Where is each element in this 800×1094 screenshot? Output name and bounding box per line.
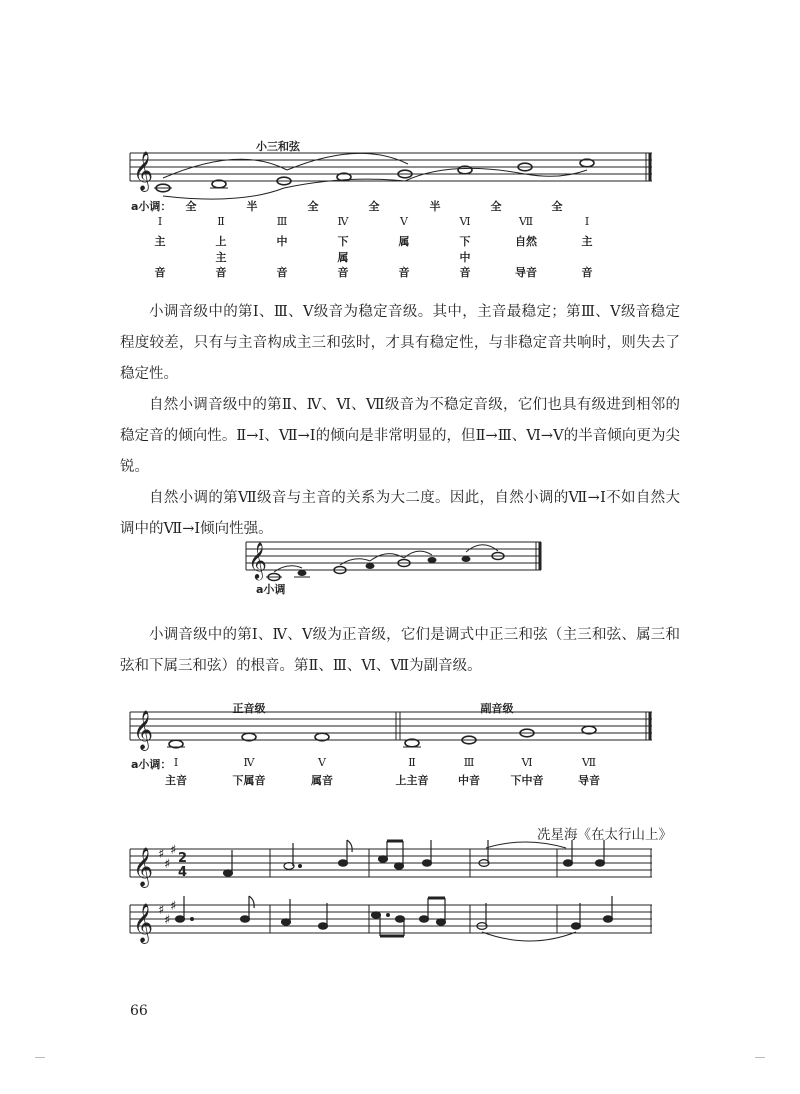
excerpt-credit: 冼星海《在太行山上》 xyxy=(537,827,672,843)
degree-label: Ⅲ xyxy=(276,215,288,228)
degree-name: 中音 xyxy=(458,774,480,787)
degree-name: 下 xyxy=(337,235,349,248)
degree-name: 主 xyxy=(154,235,166,248)
degree-label: Ⅱ xyxy=(217,215,225,228)
degree-name: 主 xyxy=(215,251,227,264)
degree-name: 音 xyxy=(581,266,593,279)
degree-name: 上 xyxy=(215,235,227,248)
degree-name: 属 xyxy=(398,235,410,248)
svg-text:𝄞: 𝄞 xyxy=(133,903,154,943)
degree-name: 主 xyxy=(581,235,593,248)
svg-text:♯: ♯ xyxy=(170,899,177,914)
svg-text:♯: ♯ xyxy=(158,847,165,862)
degree-name: 中 xyxy=(459,251,471,264)
step-label: 半 xyxy=(429,200,441,213)
degree-name: 主音 xyxy=(165,774,187,787)
key-label: a小调： xyxy=(131,758,172,771)
degree-name: 音 xyxy=(459,266,471,279)
degree-name: 属音 xyxy=(311,774,333,787)
degree-name: 自然 xyxy=(515,235,537,248)
degree-label: Ⅵ xyxy=(521,756,533,769)
paragraph: 自然小调音级中的第Ⅱ、Ⅳ、Ⅵ、Ⅶ级音为不稳定音级，它们也具有级进到相邻的稳定音的倾向性。Ⅱ→Ⅰ、Ⅶ→Ⅰ的倾向是非常明显的，但Ⅱ→Ⅲ、Ⅵ→Ⅴ的半音倾向更为尖锐。 xyxy=(120,397,680,475)
degree-name: 音 xyxy=(154,266,166,279)
paragraph: 小调音级中的第Ⅰ、Ⅲ、Ⅴ级音为稳定音级。其中，主音最稳定；第Ⅲ、Ⅴ级音稳定程度较差，只有与主音构成主三和弦时，才具有稳定性，与非稳定音共响时，则失去了稳定性。 xyxy=(120,304,680,382)
page-number: 66 xyxy=(130,1003,148,1019)
time-signature-bottom: 4 xyxy=(178,865,188,880)
degree-label: Ⅶ xyxy=(518,215,534,228)
svg-text:♯: ♯ xyxy=(158,903,165,918)
step-label: 全 xyxy=(551,200,563,213)
svg-text:♯: ♯ xyxy=(164,913,171,928)
svg-text:♯: ♯ xyxy=(164,857,171,872)
degree-label: Ⅳ xyxy=(243,756,255,769)
degree-label: Ⅵ xyxy=(459,215,471,228)
degree-label: Ⅱ xyxy=(408,756,416,769)
degree-name: 导音 xyxy=(515,266,537,279)
degree-name: 下属音 xyxy=(232,774,266,787)
key-label: a小调： xyxy=(131,200,172,213)
svg-text:𝄞: 𝄞 xyxy=(133,151,154,191)
degree-label: Ⅳ xyxy=(337,215,349,228)
crop-mark xyxy=(755,1057,765,1058)
degree-name: 音 xyxy=(215,266,227,279)
step-label: 半 xyxy=(246,200,258,213)
step-label: 全 xyxy=(307,200,319,213)
step-label: 全 xyxy=(368,200,380,213)
degree-label: Ⅰ xyxy=(584,215,590,228)
secondary-degrees-title: 副音级 xyxy=(480,702,514,715)
step-label: 全 xyxy=(185,200,197,213)
degree-label: Ⅴ xyxy=(400,215,408,228)
paragraph: 小调音级中的第Ⅰ、Ⅳ、Ⅴ级为正音级，它们是调式中正三和弦（主三和弦、属三和弦和下属三和弦）的根音。第Ⅱ、Ⅲ、Ⅵ、Ⅶ为副音级。 xyxy=(120,627,680,674)
degree-label: Ⅰ xyxy=(157,215,163,228)
svg-text:𝄞: 𝄞 xyxy=(133,710,154,750)
degree-name: 音 xyxy=(337,266,349,279)
time-signature-top: 2 xyxy=(178,851,188,866)
step-label: 全 xyxy=(490,200,502,213)
degree-name: 下中音 xyxy=(510,774,544,787)
svg-text:𝄞: 𝄞 xyxy=(133,847,154,887)
degree-name: 中 xyxy=(276,235,288,248)
degree-label: Ⅶ xyxy=(581,756,597,769)
svg-text:♯: ♯ xyxy=(170,843,177,858)
crop-mark xyxy=(35,1057,45,1058)
degree-name: 音 xyxy=(398,266,410,279)
degree-name: 属 xyxy=(337,251,349,264)
degree-label: Ⅰ xyxy=(173,756,179,769)
paragraph: 自然小调的第Ⅶ级音与主音的关系为大二度。因此，自然小调的Ⅶ→Ⅰ不如自然大调中的Ⅶ→Ⅰ倾向性强。 xyxy=(120,490,680,537)
degree-name: 下 xyxy=(459,235,471,248)
triad-title: 小三和弦 xyxy=(256,140,300,153)
degree-name: 音 xyxy=(276,266,288,279)
degree-label: Ⅴ xyxy=(318,756,326,769)
degree-name: 导音 xyxy=(578,774,600,787)
key-label: a小调 xyxy=(256,583,286,596)
degree-label: Ⅲ xyxy=(463,756,475,769)
degree-name: 上主音 xyxy=(395,774,429,787)
primary-degrees-title: 正音级 xyxy=(232,702,266,715)
svg-text:𝄞: 𝄞 xyxy=(248,541,267,579)
